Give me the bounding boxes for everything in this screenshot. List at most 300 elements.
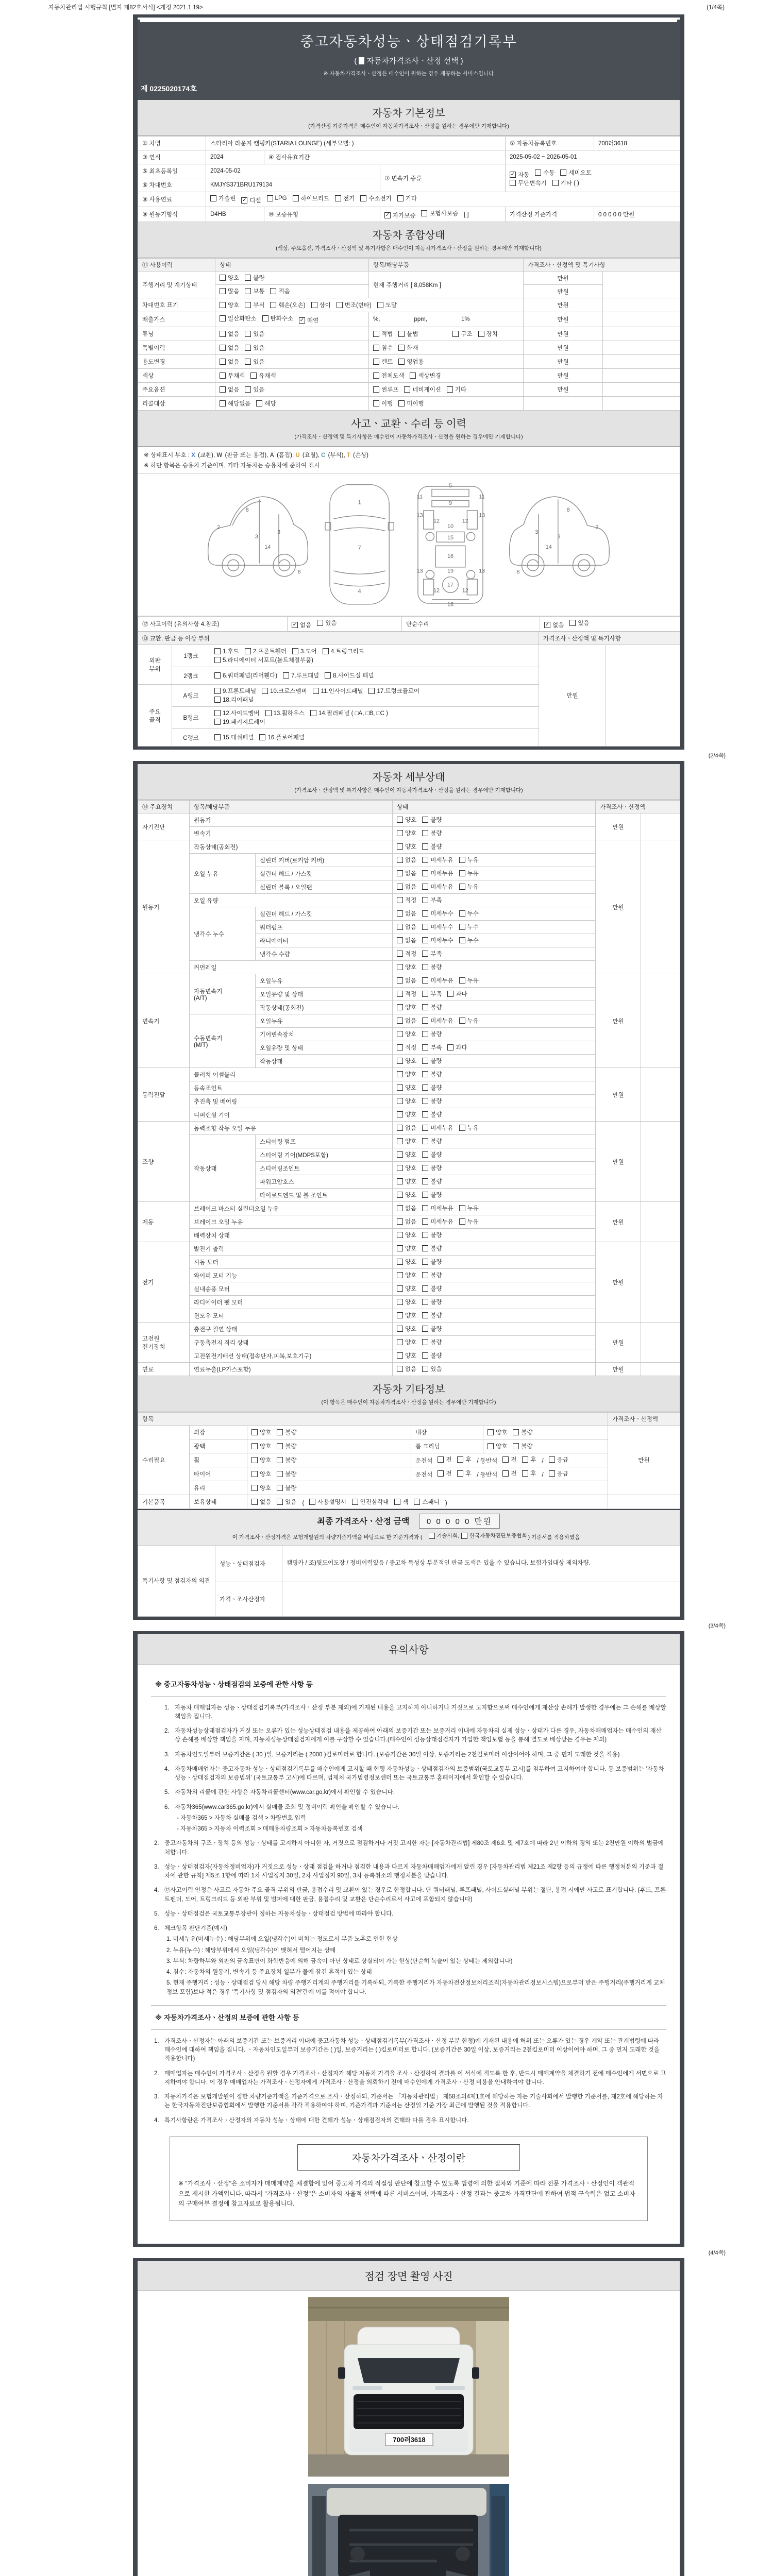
notice-subitem: - 자동차365 > 자동차 이력조회 > 매매용차량조회 > 자동차등록번호 검색 — [177, 1826, 363, 1832]
checkbox-불량[interactable]: 불량 — [422, 816, 442, 824]
checkbox-없음[interactable]: 없음 — [397, 1124, 416, 1132]
engine-value: D4HB — [206, 207, 264, 222]
checkbox-적정[interactable]: 적정 — [397, 950, 416, 958]
page-mark-1: (1/4쪽) — [707, 5, 725, 11]
simple-repair-label: 단순수리 — [402, 617, 540, 632]
price-cell: 만원 — [539, 645, 606, 747]
diagram-part-number: 12 — [462, 587, 468, 594]
checkbox-없음[interactable]: 없음 — [397, 869, 416, 877]
row-label: 색상 — [138, 369, 215, 383]
checkbox-장치[interactable]: 장치 — [478, 330, 498, 338]
subitem-label: 오일유량 및 상태 — [256, 988, 393, 1001]
checkbox-양호[interactable]: 양호 — [397, 829, 416, 837]
checkbox-부족[interactable]: 부족 — [422, 896, 442, 904]
notes-cell — [606, 645, 680, 747]
table-row — [138, 397, 680, 411]
checkbox-9.프론트패널[interactable]: 9.프론트패널 — [214, 687, 256, 695]
checkbox-LPG[interactable]: LPG — [267, 195, 287, 201]
checkbox-불량[interactable]: 불량 — [422, 1110, 442, 1118]
document-title: 중고자동차성능ㆍ상태점검기록부 — [300, 34, 517, 49]
diagram-part-number: 1 — [358, 499, 361, 506]
cell-text: 운전석 — [415, 1458, 433, 1464]
checkbox-불량[interactable]: 불량 — [513, 1428, 532, 1436]
warranty-checks — [380, 207, 506, 222]
checkbox-없음[interactable]: 없음 — [251, 1498, 271, 1506]
checkbox-불량[interactable]: 불량 — [422, 1231, 442, 1239]
item-label: 발전기 출력 — [190, 1242, 393, 1256]
item-label: 배력장치 상태 — [190, 1229, 393, 1242]
warranty-label: ⑩ 보증유형 — [264, 207, 380, 222]
diagram-part-number: 8 — [566, 506, 570, 513]
checkbox-8.사이드실 패널[interactable]: 8.사이드실 패널 — [325, 671, 374, 680]
checkbox-침수[interactable]: 침수 — [373, 344, 393, 352]
checkbox-16.플로어패널[interactable]: 16.플로어패널 — [259, 733, 305, 741]
table-row — [138, 1495, 680, 1509]
checkbox-불량[interactable]: 불량 — [422, 963, 442, 971]
checkbox-양호[interactable]: 양호 — [488, 1428, 507, 1436]
checkbox-누유[interactable]: 누유 — [459, 1124, 479, 1132]
checkbox-양호[interactable]: 양호 — [397, 1338, 416, 1346]
checkbox-없음[interactable]: 없음 — [397, 1204, 416, 1212]
checkbox-불량[interactable]: 불량 — [422, 1325, 442, 1333]
checkbox-미세누수[interactable]: 미세누수 — [422, 923, 453, 931]
checkbox-불량[interactable]: 불량 — [277, 1470, 296, 1478]
car-name-label: ① 차명 — [138, 137, 206, 150]
checkbox-하이브리드[interactable]: 하이브리드 — [293, 194, 330, 202]
status-cell — [393, 934, 596, 947]
checkbox-양호[interactable]: 양호 — [220, 274, 239, 282]
checkbox-부족[interactable]: 부족 — [422, 990, 442, 998]
checkbox-14.필러패널 ( □A, □B, □C )[interactable]: 14.필러패널 ( □A, □B, □C ) — [310, 709, 388, 717]
checkbox-구조[interactable]: 구조 — [452, 330, 472, 338]
checkbox-적정[interactable]: 적정 — [397, 1043, 416, 1052]
checkbox-양호[interactable]: 양호 — [251, 1442, 271, 1450]
checkbox-후[interactable]: 후 — [522, 1455, 536, 1464]
rank-items — [210, 645, 539, 667]
checkbox-전[interactable]: 전 — [502, 1469, 516, 1478]
checkbox-불량[interactable]: 불량 — [422, 1003, 442, 1011]
checkbox-세미오토[interactable]: 세미오토 — [560, 168, 591, 177]
checkbox-전[interactable]: 전 — [502, 1455, 516, 1464]
checkbox-누수[interactable]: 누수 — [459, 936, 479, 944]
checkbox-11.인사이드패널[interactable]: 11.인사이드패널 — [313, 687, 363, 695]
table-row — [138, 1467, 680, 1481]
table-row — [138, 312, 680, 327]
checkbox-스패너[interactable]: 스패너 — [414, 1498, 439, 1506]
diagram-part-number: 9 — [449, 500, 452, 507]
checkbox-없음[interactable]: 없음 — [397, 1217, 416, 1226]
checkbox-매연[interactable]: ✓ 매연 — [299, 317, 319, 324]
checkbox-양호[interactable]: 양호 — [397, 1137, 416, 1145]
subitem-label: 실린더 커버(로커암 커버) — [256, 854, 393, 867]
checkbox-해당[interactable]: 해당 — [256, 399, 276, 408]
price-cell: 만원 — [596, 1202, 641, 1242]
checkbox-불량[interactable]: 불량 — [422, 1191, 442, 1199]
subitem-label: 작동상태(공회전) — [256, 1001, 393, 1014]
checkbox-없음[interactable]: 없음 — [397, 909, 416, 918]
table-row — [138, 1323, 680, 1336]
checkbox-양호[interactable]: 양호 — [397, 1110, 416, 1118]
checkbox-없음[interactable]: ✓ 없음 — [545, 622, 564, 629]
other-info-header — [138, 1376, 680, 1412]
row-label: 차대번호 표기 — [138, 298, 215, 312]
checkbox-없음[interactable]: ✓ 없음 — [292, 622, 312, 629]
checkbox-미세누유[interactable]: 미세누유 — [422, 1204, 453, 1212]
checkbox-있음[interactable]: 있음 — [569, 619, 589, 627]
checkbox-응급[interactable]: 응급 — [549, 1469, 568, 1478]
section-title: 유의사항 — [389, 1644, 429, 1656]
checkbox-양호[interactable]: 양호 — [397, 1258, 416, 1266]
checkbox-누유[interactable]: 누유 — [459, 869, 479, 877]
checkbox-후[interactable]: 후 — [522, 1469, 536, 1478]
checkbox-렌트[interactable]: 렌트 — [373, 358, 393, 366]
checkbox-없음[interactable]: 없음 — [397, 856, 416, 864]
checkbox-불량[interactable]: 불량 — [422, 1311, 442, 1319]
checkbox-4.트렁크리드[interactable]: 4.트렁크리드 — [323, 647, 364, 655]
status-cell — [393, 961, 596, 974]
checkbox-있음[interactable]: 있음 — [277, 1498, 296, 1506]
checkbox-6.쿼터패널(리어휀다)[interactable]: 6.쿼터패널(리어휀다) — [214, 671, 277, 680]
checkbox-가솔린[interactable]: 가솔린 — [210, 194, 236, 202]
filled-checkbox-icon — [359, 57, 364, 64]
checkbox-불량[interactable]: 불량 — [422, 1177, 442, 1185]
checkbox-양호[interactable]: 양호 — [397, 816, 416, 824]
checkbox-누유[interactable]: 누유 — [459, 976, 479, 985]
checkbox-한국자동차진단보증협회[interactable]: 한국자동차진단보증협회 — [461, 1532, 527, 1539]
device-label: 원동기 — [138, 840, 190, 974]
checkbox-양호[interactable]: 양호 — [220, 301, 239, 309]
notes-cell — [603, 369, 680, 383]
checkbox-없음[interactable]: 없음 — [397, 936, 416, 944]
vehicle-diagram — [138, 474, 680, 616]
price-cell: 만원 — [524, 355, 603, 369]
checkbox-전기[interactable]: 전기 — [335, 194, 355, 202]
price-cell — [524, 397, 603, 411]
checkbox-있음[interactable]: 있음 — [317, 619, 337, 627]
checkbox-누수[interactable]: 누수 — [459, 923, 479, 931]
notice-subitem: 5. 현재 주행거리 : 성능ㆍ상태점검 당시 해당 차량 주행거리계의 주행거리를 기록하되, 기록한 주행거리가 자동차전산정보처리조직(자동차관리정보시스템)으로부터 받은 주행거리(주행거리계 교체 정보 포함)보다 적은 경우 '특기사항 및 점검자의 의견'란에 이를 적어야 합니다. — [166, 1980, 665, 1995]
checkbox-양호[interactable]: 양호 — [251, 1428, 271, 1436]
checkbox-색상변경[interactable]: 색상변경 — [410, 371, 441, 380]
checkbox-불량[interactable]: 불량 — [245, 274, 264, 282]
appraiser-role-label: 가격ㆍ조사산정자 — [215, 1582, 282, 1616]
checkbox-누유[interactable]: 누유 — [459, 883, 479, 891]
checkbox-양호[interactable]: 양호 — [397, 1271, 416, 1279]
checkbox-사용설명서[interactable]: 사용설명서 — [309, 1498, 346, 1506]
checkbox-적정[interactable]: 적정 — [397, 896, 416, 904]
item-label: 원동기 — [190, 814, 393, 827]
checkbox-없음[interactable]: 없음 — [220, 358, 239, 366]
checkbox-양호[interactable]: 양호 — [251, 1456, 271, 1464]
checkbox-미세누유[interactable]: 미세누유 — [422, 856, 453, 864]
item-label: 동력조향 작동 오일 누유 — [190, 1122, 393, 1135]
checkbox-양호[interactable]: 양호 — [397, 1177, 416, 1185]
checkbox-양호[interactable]: 양호 — [397, 1003, 416, 1011]
checkbox-불량[interactable]: 불량 — [422, 1164, 442, 1172]
inspector-role-label: 성능ㆍ상태점검자 — [215, 1545, 282, 1582]
subitem-label: 기어변속장치 — [256, 1028, 393, 1041]
checkbox-있음[interactable]: 있음 — [245, 358, 264, 366]
item-label: 변속기 — [190, 827, 393, 840]
status-cell — [393, 1135, 596, 1148]
checkbox-미이행[interactable]: 미이행 — [398, 399, 424, 408]
checkbox-양호[interactable]: 양호 — [397, 1070, 416, 1078]
checkbox-미세누유[interactable]: 미세누유 — [422, 1217, 453, 1226]
diagram-part-number: 2 — [595, 524, 599, 531]
checkbox-누유[interactable]: 누유 — [459, 1204, 479, 1212]
checkbox-후[interactable]: 후 — [457, 1469, 471, 1478]
basic-info-header — [138, 100, 680, 136]
checkbox-양호[interactable]: 양호 — [397, 1311, 416, 1319]
checkbox-19.패키지트레이[interactable]: 19.패키지트레이 — [214, 718, 265, 726]
section-subtitle: (이 항목은 매수인이 자동차가격조사ㆍ산정을 원하는 경우에만 기재합니다) — [321, 1399, 496, 1405]
checkbox-양호[interactable]: 양호 — [251, 1484, 271, 1492]
photo-section-header — [138, 2261, 680, 2291]
checkbox-있음[interactable]: 있음 — [245, 385, 264, 394]
checkbox-후[interactable]: 후 — [457, 1455, 471, 1464]
checkbox-많음[interactable]: 많음 — [220, 287, 239, 295]
checkbox-양호[interactable]: 양호 — [397, 1244, 416, 1252]
checkbox-불량[interactable]: 불량 — [422, 1030, 442, 1038]
checkbox-양호[interactable]: 양호 — [397, 1057, 416, 1065]
checkbox-영업용[interactable]: 영업용 — [398, 358, 424, 366]
checkbox-17.트렁크플로어[interactable]: 17.트렁크플로어 — [368, 687, 419, 695]
checkbox-있음[interactable]: 있음 — [422, 1365, 442, 1373]
checkbox-전체도색[interactable]: 전체도색 — [373, 371, 404, 380]
checkbox-네비게이션[interactable]: 네비게이션 — [404, 385, 441, 394]
rank-items — [210, 729, 539, 747]
checkbox-누유[interactable]: 누유 — [459, 1217, 479, 1226]
checkbox-없음[interactable]: 없음 — [397, 883, 416, 891]
checkbox-불량[interactable]: 불량 — [513, 1442, 532, 1450]
checkbox-적음[interactable]: 적음 — [270, 287, 290, 295]
checkbox-수소전기[interactable]: 수소전기 — [360, 194, 391, 202]
checkbox-변조(변타)[interactable]: 변조(변타) — [337, 301, 372, 309]
checkbox-없음[interactable]: 없음 — [220, 385, 239, 394]
checkbox-잭[interactable]: 잭 — [394, 1498, 408, 1506]
checkbox-불법[interactable]: 불법 — [398, 330, 418, 338]
checkbox-3.도어[interactable]: 3.도어 — [292, 647, 317, 655]
item-label: 구동축전지 격리 상태 — [190, 1336, 393, 1349]
checkbox-전[interactable]: 전 — [438, 1469, 451, 1478]
checkbox-불량[interactable]: 불량 — [277, 1428, 296, 1436]
checkbox-자가보증[interactable]: ✓ 자가보증 — [385, 212, 416, 219]
checkbox-미세누유[interactable]: 미세누유 — [422, 869, 453, 877]
regulation-text: 자동차관리법 시행규칙 [별지 제82호서식] <개정 2021.1.19> — [48, 5, 203, 11]
select-post: 자동차가격조사ㆍ산정 선택 ) — [366, 57, 463, 65]
checkbox-13.휠하우스[interactable]: 13.휠하우스 — [265, 709, 305, 717]
checkbox-해당없음[interactable]: 해당없음 — [220, 399, 250, 408]
status-cell — [393, 1323, 596, 1336]
checkbox-12.사이드멤버[interactable]: 12.사이드멤버 — [214, 709, 260, 717]
checkbox-적법[interactable]: 적법 — [373, 330, 393, 338]
regno-label: ② 자동차등록번호 — [506, 137, 594, 150]
checkbox-수동[interactable]: 수동 — [535, 168, 554, 177]
checkbox-15.대쉬패널[interactable]: 15.대쉬패널 — [214, 733, 254, 741]
checkbox-전[interactable]: 전 — [438, 1455, 451, 1464]
checkbox-양호[interactable]: 양호 — [397, 1191, 416, 1199]
checkbox-불량[interactable]: 불량 — [422, 829, 442, 837]
page-mark-3: (3/4쪽) — [708, 1622, 726, 1629]
subitem-label: 타이로드엔드 및 볼 조인트 — [256, 1189, 393, 1202]
checkbox-불량[interactable]: 불량 — [422, 1244, 442, 1252]
checkbox-기타 ( )[interactable]: 기타 ( ) — [552, 179, 579, 187]
service-note: ※ 자동차가격조사ㆍ산정은 매수인이 원하는 경우 제공하는 서비스입니다 — [323, 71, 494, 77]
checkbox-양호[interactable]: 양호 — [397, 1164, 416, 1172]
checkbox-있음[interactable]: 있음 — [245, 344, 264, 352]
checkbox-보험사보증[interactable]: 보험사보증 — [421, 209, 458, 217]
checkbox-탄화수소[interactable]: 탄화수소 — [262, 314, 293, 323]
checkbox-불량[interactable]: 불량 — [422, 1057, 442, 1065]
subitem-label: 파워고압호스 — [256, 1175, 393, 1189]
checkbox-불량[interactable]: 불량 — [422, 1083, 442, 1092]
transmission-label: ⑦ 변속기 종류 — [380, 164, 506, 192]
checkbox-양호[interactable]: 양호 — [397, 1231, 416, 1239]
section-subtitle: (가격조사ㆍ산정액 및 특기사항은 매수인이 자동차가격조사ㆍ산정을 원하는 경우에만 기재합니다) — [294, 787, 523, 793]
checkbox-도말[interactable]: 도말 — [377, 301, 397, 309]
checkbox-훼손(오손)[interactable]: 훼손(오손) — [270, 301, 305, 309]
checkbox-불량[interactable]: 불량 — [422, 1258, 442, 1266]
checkbox-기타[interactable]: 기타 — [397, 194, 417, 202]
checkbox-썬루프[interactable]: 썬루프 — [373, 385, 398, 394]
checkbox-불량[interactable]: 불량 — [422, 1298, 442, 1306]
diagram-part-number: 3 — [557, 534, 561, 540]
checkbox-있음[interactable]: 있음 — [245, 330, 264, 338]
diagram-part-number: 12 — [433, 587, 440, 594]
checkbox-양호[interactable]: 양호 — [488, 1442, 507, 1450]
checkbox-불량[interactable]: 불량 — [422, 1137, 442, 1145]
checkbox-불량[interactable]: 불량 — [422, 1351, 442, 1360]
checkbox-양호[interactable]: 양호 — [397, 963, 416, 971]
checkbox-18.리어패널[interactable]: 18.리어패널 — [214, 696, 254, 704]
checkbox-양호[interactable]: 양호 — [397, 1325, 416, 1333]
checkbox-기술사회,[interactable]: 기술사회, — [429, 1532, 460, 1539]
legend-item: X (교환), — [191, 452, 217, 459]
car-name-value: 스타리아 라운지 캠핑카(STARIA LOUNGE) (세부모델: ) — [206, 137, 506, 150]
checkbox-미세누유[interactable]: 미세누유 — [422, 1124, 453, 1132]
price-header: 가격조사ㆍ산정액 및 특기사항 — [539, 632, 680, 645]
checkbox-2.프론트휀더[interactable]: 2.프론트휀더 — [245, 647, 287, 655]
checkbox-미세누유[interactable]: 미세누유 — [422, 883, 453, 891]
table-row — [138, 298, 680, 312]
checkbox-화재[interactable]: 화재 — [398, 344, 418, 352]
checkbox-양호[interactable]: 양호 — [397, 1298, 416, 1306]
checkbox-양호[interactable]: 양호 — [251, 1470, 271, 1478]
checkbox-일산화탄소[interactable]: 일산화탄소 — [220, 314, 257, 323]
subitem-label: 실린더 헤드 / 가스킷 — [256, 907, 393, 921]
checkbox-미세누수[interactable]: 미세누수 — [422, 909, 453, 918]
checkbox-부식[interactable]: 부식 — [245, 301, 264, 309]
checkbox-양호[interactable]: 양호 — [397, 1097, 416, 1105]
checkbox-없음[interactable]: 없음 — [397, 1016, 416, 1025]
legend-item: U (요철), — [295, 452, 322, 459]
notice-item: 5. 성능ㆍ상태점검은 국토교통부장관이 정하는 자동차성능ㆍ상태점검 방법에 따라야 합니다. — [154, 1910, 394, 1917]
checkbox-누유[interactable]: 누유 — [459, 1016, 479, 1025]
checkbox-보통[interactable]: 보통 — [245, 287, 264, 295]
checkbox-유채색[interactable]: 유채색 — [250, 371, 276, 380]
checkbox-없음[interactable]: 없음 — [220, 330, 239, 338]
checkbox-불량[interactable]: 불량 — [422, 1271, 442, 1279]
checkbox-불량[interactable]: 불량 — [422, 1338, 442, 1346]
accident-history-checks — [288, 617, 402, 632]
checkbox-불량[interactable]: 불량 — [277, 1456, 296, 1464]
checkbox-양호[interactable]: 양호 — [397, 1284, 416, 1293]
row-label: 리콜대상 — [138, 397, 215, 411]
diagram-part-number: 3 — [277, 529, 280, 535]
checkbox-양호[interactable]: 양호 — [397, 842, 416, 851]
checkbox-안전삼각대[interactable]: 안전삼각대 — [352, 1498, 389, 1506]
status-cell — [393, 988, 596, 1001]
checkbox-양호[interactable]: 양호 — [397, 1083, 416, 1092]
notes-cell — [641, 814, 680, 840]
checkbox-무채색[interactable]: 무채색 — [220, 371, 245, 380]
checkbox-자동[interactable]: ✓ 자동 — [510, 172, 530, 178]
status-cell — [393, 814, 596, 827]
checkbox-디젤[interactable]: ✓ 디젤 — [242, 197, 261, 204]
checkbox-부족[interactable]: 부족 — [422, 950, 442, 958]
checkbox-상이[interactable]: 상이 — [311, 301, 331, 309]
top-meta-row — [48, 3, 725, 11]
notices-body — [138, 1665, 680, 2244]
notice-subitem: 3. 부식: 차량하부와 외판의 금속표면이 화학반응에 의해 금속이 아닌 상태로 상실되어 가는 현상(단순히 녹슬어 있는 상태는 제외합니다) — [166, 1958, 513, 1964]
diagram-note: ※ 하단 항목은 승용차 기준이며, 기타 자동차는 승용차에 준하여 표시 — [138, 460, 680, 474]
cell-text: / — [542, 1472, 544, 1478]
checkbox-누수[interactable]: 누수 — [459, 909, 479, 918]
basic-info-table — [138, 136, 680, 222]
checkbox-미세누유[interactable]: 미세누유 — [422, 1016, 453, 1025]
checkbox-불량[interactable]: 불량 — [422, 842, 442, 851]
item-cell — [369, 327, 524, 341]
checkbox-미세누수[interactable]: 미세누수 — [422, 936, 453, 944]
sub-label: 광택 — [190, 1439, 247, 1453]
checkbox-과다[interactable]: 과다 — [447, 1043, 467, 1052]
checkbox-적정[interactable]: 적정 — [397, 990, 416, 998]
checkbox-누유[interactable]: 누유 — [459, 856, 479, 864]
table-row — [138, 814, 680, 827]
checkbox-무단변속기[interactable]: 무단변속기 — [510, 179, 547, 187]
checkbox-양호[interactable]: 양호 — [397, 1150, 416, 1159]
checkbox-불량[interactable]: 불량 — [422, 1284, 442, 1293]
checkbox-7.루프패널[interactable]: 7.루프패널 — [283, 671, 319, 680]
price-appraisal-info-box — [170, 2137, 648, 2221]
exchange-header: ⑬ 교환, 판금 등 이상 부위 — [138, 632, 539, 645]
checkbox-불량[interactable]: 불량 — [422, 1097, 442, 1105]
checkbox-없음[interactable]: 없음 — [397, 1365, 416, 1373]
checkbox-기타[interactable]: 기타 — [447, 385, 466, 394]
checkbox-없음[interactable]: 없음 — [397, 976, 416, 985]
notes-cell — [603, 327, 680, 341]
checkbox-10.크로스멤버[interactable]: 10.크로스멤버 — [262, 687, 307, 695]
checkbox-부족[interactable]: 부족 — [422, 1043, 442, 1052]
checkbox-불량[interactable]: 불량 — [422, 1150, 442, 1159]
notice-list-2 — [151, 1839, 666, 1997]
checkbox-불량[interactable]: 불량 — [422, 1070, 442, 1078]
checkbox-응급[interactable]: 응급 — [549, 1455, 568, 1464]
checkbox-양호[interactable]: 양호 — [397, 1030, 416, 1038]
checkbox-없음[interactable]: 없음 — [397, 923, 416, 931]
checkbox-불량[interactable]: 불량 — [277, 1442, 296, 1450]
checkbox-없음[interactable]: 없음 — [220, 344, 239, 352]
checkbox-이행[interactable]: 이행 — [373, 399, 393, 408]
checkbox-불량[interactable]: 불량 — [277, 1484, 296, 1492]
checkbox-양호[interactable]: 양호 — [397, 1351, 416, 1360]
checkbox-미세누유[interactable]: 미세누유 — [422, 976, 453, 985]
status-cell — [393, 827, 596, 840]
checkbox-1.후드[interactable]: 1.후드 — [214, 647, 239, 655]
checkbox-5.라디에이터 서포트(볼트체결부품)[interactable]: 5.라디에이터 서포트(볼트체결부품) — [214, 656, 313, 664]
checkbox-과다[interactable]: 과다 — [447, 990, 467, 998]
price-cell: 만원 — [524, 312, 603, 327]
